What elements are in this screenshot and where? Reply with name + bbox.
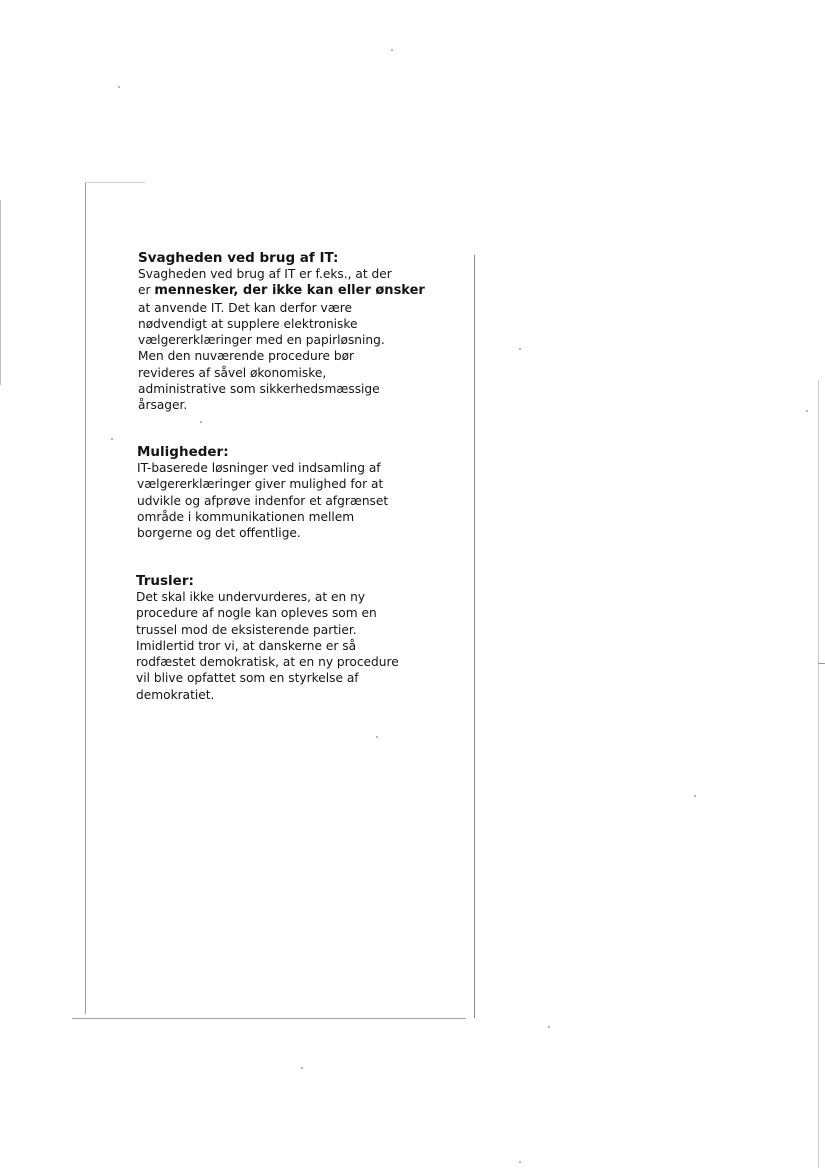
paragraph-line: IT-baserede løsninger ved indsamling af [137, 461, 381, 475]
scan-speck [548, 1026, 550, 1028]
scan-speck [806, 410, 808, 412]
scan-edge-mark [818, 663, 825, 664]
paragraph-line: område i kommunikationen mellem [137, 509, 355, 524]
scan-speck [376, 736, 378, 738]
paragraph-line: Svagheden ved brug af IT er f.eks., at der [138, 267, 392, 281]
paragraph-line: rodfæstet demokratisk, at en ny procedure [136, 655, 399, 670]
section-opportunities [137, 444, 437, 541]
section-heading: Svagheden ved brug af IT: [138, 250, 339, 266]
paragraph-line: Men den nuværende procedure bør [138, 349, 355, 364]
box-border-top [85, 182, 145, 183]
paragraph-line: Det skal ikke undervurderes, at en ny [136, 590, 366, 604]
section-heading: Trusler: [136, 573, 194, 589]
box-border-left [85, 182, 86, 1014]
scan-speck [200, 421, 202, 423]
emphasis-text: mennesker, der ikke kan eller ønsker [154, 283, 425, 299]
paragraph-line [138, 282, 438, 299]
scan-speck [301, 1067, 303, 1069]
paragraph-line: revideres af såvel økonomiske, [138, 365, 327, 380]
paragraph-line: vil blive opfattet som en styrkelse af [136, 671, 359, 686]
paragraph-line: nødvendigt at supplere elektroniske [138, 316, 358, 331]
line-text: er [138, 283, 155, 298]
paragraph-line: vælgererklæringer med en papirløsning. [138, 333, 385, 348]
paragraph-line: Imidlertid tror vi, at danskerne er så [136, 638, 357, 653]
paragraph-line: vælgererklæringer giver mulighed for at [137, 477, 384, 492]
scan-edge-left [0, 200, 1, 385]
paragraph-line: trussel mod de eksisterende partier. [136, 622, 357, 637]
section-heading: Muligheder: [137, 444, 229, 460]
box-border-bottom [72, 1018, 466, 1019]
paragraph-line: demokratiet. [136, 687, 215, 702]
scan-edge-right [818, 380, 819, 1168]
scan-speck [391, 49, 393, 51]
paragraph-line: administrative som sikkerhedsmæssige [138, 382, 380, 397]
scan-speck [519, 1161, 521, 1163]
paragraph-line: årsager. [138, 398, 188, 413]
paragraph-line: borgerne og det offentlige. [137, 526, 301, 541]
scan-speck [118, 86, 120, 88]
box-border-right [474, 255, 475, 1018]
paragraph-line: procedure af nogle kan opleves som en [136, 606, 377, 621]
paragraph-line: at anvende IT. Det kan derfor være [138, 300, 352, 315]
scan-speck [111, 438, 113, 440]
paragraph-line: udvikle og afprøve indenfor et afgrænset [137, 493, 389, 508]
section-weaknesses [138, 250, 438, 414]
scan-speck [519, 348, 521, 350]
scan-speck [694, 795, 696, 797]
section-threats [136, 573, 436, 703]
